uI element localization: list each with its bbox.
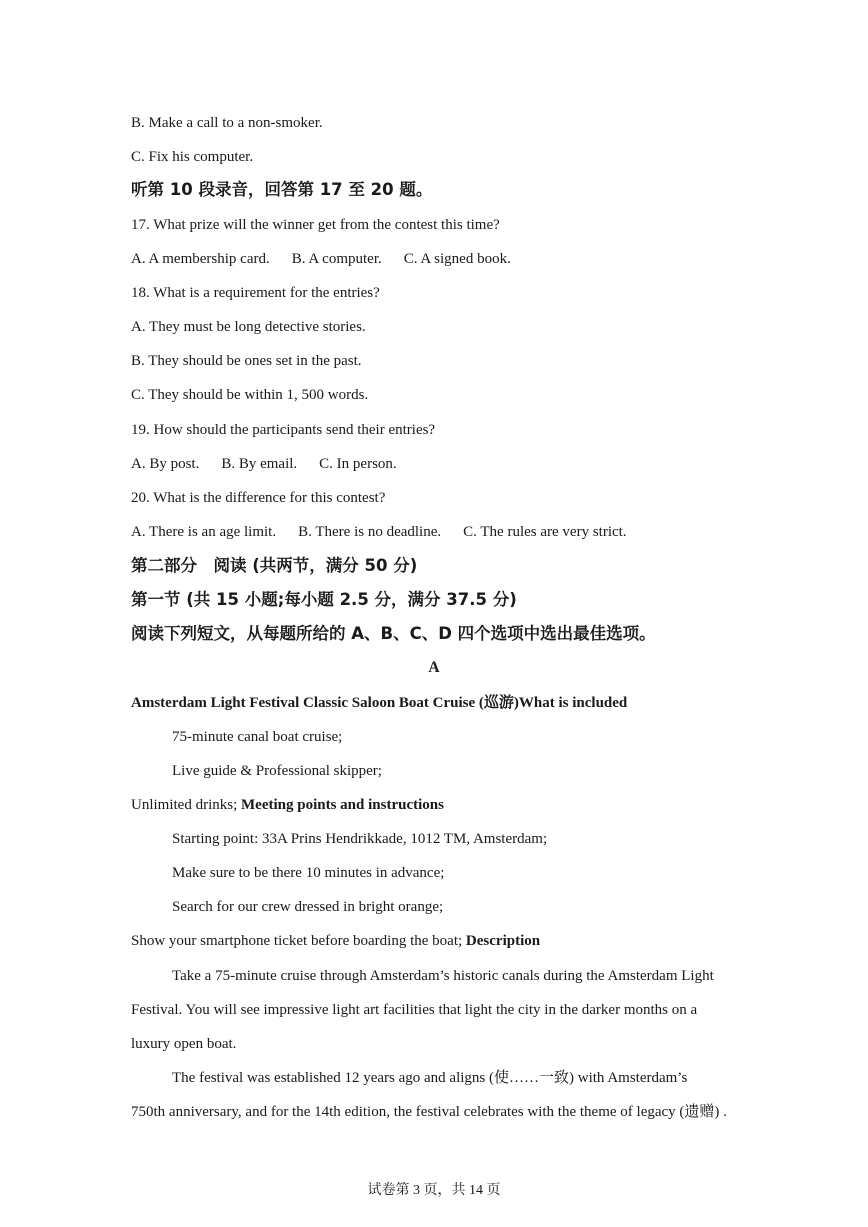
option-line: C. They should be within 1, 500 words. <box>131 387 369 403</box>
section-heading: 听第 10 段录音，回答第 17 至 20 题。 <box>131 180 433 199</box>
option: C. In person. <box>319 456 397 472</box>
section-heading: 第一节 (共 15 小题;每小题 2.5 分，满分 37.5 分) <box>131 590 517 609</box>
paragraph-line: Take a 75-minute cruise through Amsterdam’s historic canals during the Amsterdam Light <box>172 968 714 984</box>
option: B. A computer. <box>291 251 382 267</box>
paragraph-line: luxury open boat. <box>131 1036 237 1052</box>
list-item: Starting point: 33A Prins Hendrikkade, 1012 TM, Amsterdam; <box>172 831 548 847</box>
list-item <box>131 795 444 815</box>
question-stem: 18. What is a requirement for the entries? <box>131 285 380 301</box>
subheading: Description <box>465 933 541 949</box>
option: B. By email. <box>221 456 298 472</box>
option: A. By post. <box>131 456 200 472</box>
paragraph-line: Festival. You will see impressive light art facilities that light the city in the darker months on a <box>131 1002 698 1018</box>
option: A. A membership card. <box>131 251 270 267</box>
option: C. The rules are very strict. <box>463 524 627 540</box>
passage-title: Amsterdam Light Festival Classic Saloon Boat Cruise (巡游)What is included <box>131 695 628 711</box>
option-line: A. They must be long detective stories. <box>131 319 366 335</box>
page-footer: 试卷第 3 页，共 14 页 <box>367 1183 501 1198</box>
list-item: Search for our crew dressed in bright orange; <box>172 899 444 915</box>
option-line: B. They should be ones set in the past. <box>131 353 362 369</box>
question-stem: 19. How should the participants send their entries? <box>131 422 436 438</box>
options-row <box>131 454 397 474</box>
options-row <box>131 249 511 269</box>
option: C. A signed book. <box>403 251 511 267</box>
list-item <box>131 931 540 951</box>
option-line: B. Make a call to a non-smoker. <box>131 115 323 131</box>
passage-letter: A <box>428 659 440 676</box>
option: B. There is no deadline. <box>298 524 442 540</box>
instructions: 阅读下列短文，从每题所给的 A、B、C、D 四个选项中选出最佳选项。 <box>131 624 656 643</box>
list-item-text: Unlimited drinks; <box>131 797 241 813</box>
list-item-text: Show your smartphone ticket before boarding the boat; <box>131 933 466 949</box>
part-heading: 第二部分 阅读 (共两节，满分 50 分) <box>131 556 418 575</box>
options-row <box>131 522 627 542</box>
question-stem: 20. What is the difference for this contest? <box>131 490 386 506</box>
option-line: C. Fix his computer. <box>131 149 254 165</box>
list-item: Make sure to be there 10 minutes in advance; <box>172 865 445 881</box>
list-item: Live guide & Professional skipper; <box>172 763 382 779</box>
subheading: Meeting points and instructions <box>241 797 444 813</box>
paragraph-line: The festival was established 12 years ago and aligns (使……一致) with Amsterdam’s <box>172 1070 688 1086</box>
option: A. There is an age limit. <box>131 524 277 540</box>
list-item: 75-minute canal boat cruise; <box>172 729 343 745</box>
paragraph-line: 750th anniversary, and for the 14th edition, the festival celebrates with the theme of legacy (遗赠) . <box>131 1104 727 1120</box>
question-stem: 17. What prize will the winner get from the contest this time? <box>131 217 500 233</box>
